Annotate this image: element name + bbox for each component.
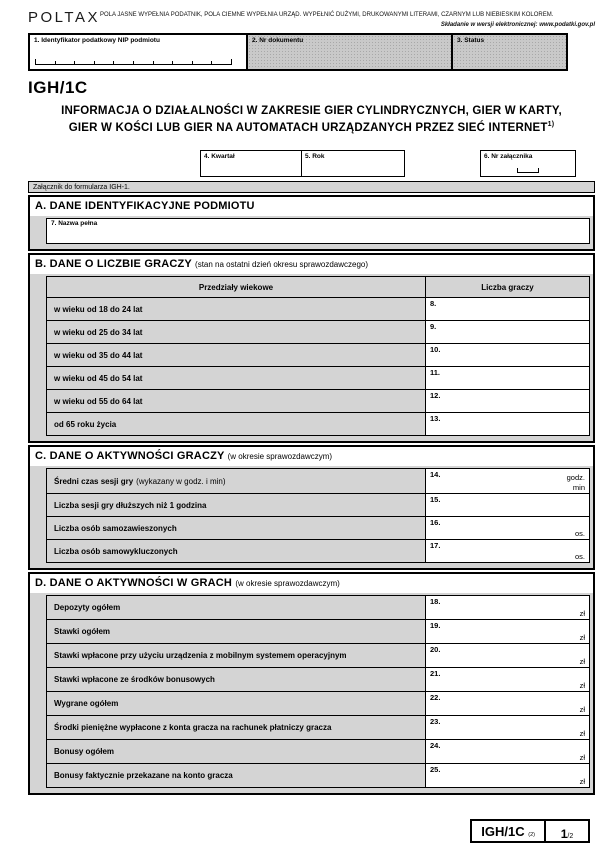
input-cell-11[interactable]: 11.	[425, 366, 590, 390]
input-cell-21[interactable]: 21. zł	[425, 667, 590, 692]
input-cell-10[interactable]: 10.	[425, 343, 590, 367]
footer-form-code: IGH/1C (2)	[481, 824, 535, 839]
instruction-text: POLA JASNE WYPEŁNIA PODATNIK, POLA CIEMNE WYPEŁNIA URZĄD. WYPEŁNIĆ DUŻYMI, DRUKOWANYMI LITERAMI, CZARNYM LUB NIEBIESKIM KOLOREM.	[100, 12, 554, 18]
full-name-field[interactable]	[46, 218, 590, 244]
section-b-subtitle: (stan na ostatni dzień okresu sprawozdawczego)	[195, 260, 369, 270]
table-row: Liczba osób samowykluczonych 17. os.	[46, 539, 590, 563]
footer-version-note: (2)	[528, 832, 535, 838]
form-symbol: IGH/1C	[28, 78, 88, 98]
table-row: Bonusy ogółem 24. zł	[46, 739, 590, 764]
input-cell-22[interactable]: 22. zł	[425, 691, 590, 716]
section-b-title: B. DANE O LICZBIE GRACZY (stan na ostatni dzień okresu sprawozdawczego)	[30, 255, 593, 274]
table-row: Stawki wpłacone przy użyciu urządzenia z mobilnym systemem operacyjnym 20. zł	[46, 643, 590, 668]
unit-label: zł	[579, 728, 585, 738]
input-cell-18[interactable]: 18. zł	[425, 595, 590, 620]
table-row: Stawki ogółem 19. zł	[46, 619, 590, 644]
table-header-row	[46, 276, 590, 298]
section-b-body	[30, 274, 593, 441]
table-row: w wieku od 25 do 34 lat 9.	[46, 320, 590, 344]
year-label: 5. Rok	[305, 153, 325, 161]
table-row: Stawki wpłacone ze środków bonusowych 21. zł	[46, 667, 590, 692]
poltax-logo: POLTAX	[28, 9, 100, 26]
form-title-line1: INFORMACJA O DZIAŁALNOŚCI W ZAKRESIE GIER CYLINDRYCZNYCH, GIER W KARTY,	[61, 105, 562, 118]
quarter-label: 4. Kwartał	[204, 153, 235, 161]
unit-label: zł	[579, 752, 585, 762]
full-name-label: 7. Nazwa pełna	[51, 220, 98, 228]
quarter-field[interactable]	[200, 150, 302, 177]
column-header-count: Liczba graczy	[425, 276, 590, 298]
nip-field[interactable]	[28, 33, 248, 71]
unit-label: os.	[574, 551, 585, 561]
table-row: w wieku od 18 do 24 lat 8.	[46, 297, 590, 321]
unit-label: godz. min	[566, 473, 585, 492]
table-row: w wieku od 55 do 64 lat 12.	[46, 389, 590, 413]
fill-instructions	[100, 8, 595, 30]
document-number-label: 2. Nr dokumentu	[252, 37, 304, 45]
section-c-subtitle: (w okresie sprawozdawczym)	[227, 452, 333, 462]
table-row: Środki pieniężne wypłacone z konta gracza na rachunek płatniczy gracza 23. zł	[46, 715, 590, 740]
input-cell-23[interactable]: 23. zł	[425, 715, 590, 740]
input-cell-14[interactable]: 14. godz. min	[425, 468, 590, 494]
input-cell-12[interactable]: 12.	[425, 389, 590, 413]
input-cell-9[interactable]: 9.	[425, 320, 590, 344]
input-cell-13[interactable]: 13.	[425, 412, 590, 436]
input-cell-15[interactable]: 15.	[425, 493, 590, 517]
section-b	[28, 253, 595, 443]
attachment-note-bar: Załącznik do formularza IGH-1.	[28, 181, 595, 193]
input-cell-25[interactable]: 25. zł	[425, 763, 590, 788]
unit-label: zł	[579, 680, 585, 690]
input-cell-17[interactable]: 17. os.	[425, 539, 590, 563]
efiling-note: Składanie w wersji elektronicznej: www.podatki.gov.pl	[440, 21, 595, 28]
attachment-number-label: 6. Nr załącznika	[484, 153, 533, 161]
unit-label: os.	[574, 528, 585, 538]
section-c-body	[30, 466, 593, 568]
document-number-field	[246, 33, 453, 71]
page-indicator: 1/2	[544, 821, 588, 841]
table-row: Liczba osób samozawieszonych 16. os.	[46, 516, 590, 540]
section-d-body	[30, 593, 593, 793]
section-d	[28, 572, 595, 795]
section-d-subtitle: (w okresie sprawozdawczym)	[235, 579, 340, 589]
unit-label: zł	[579, 704, 585, 714]
status-label: 3. Status	[457, 37, 485, 45]
input-cell-20[interactable]: 20. zł	[425, 643, 590, 668]
input-cell-24[interactable]: 24. zł	[425, 739, 590, 764]
attachment-comb-field[interactable]	[517, 168, 539, 173]
table-row: w wieku od 45 do 54 lat 11.	[46, 366, 590, 390]
page-footer-box	[470, 819, 590, 843]
nip-label: 1. Identyfikator podatkowy NIP podmiotu	[34, 37, 160, 45]
nip-comb-field[interactable]	[35, 60, 232, 65]
table-row: Wygrane ogółem 22. zł	[46, 691, 590, 716]
unit-label: zł	[579, 776, 585, 786]
table-row: Średni czas sesji gry (wykazany w godz. i min) 14. godz. min	[46, 468, 590, 494]
section-a-title: A. DANE IDENTYFIKACYJNE PODMIOTU	[30, 197, 593, 216]
table-row: w wieku od 35 do 44 lat 10.	[46, 343, 590, 367]
top-bar	[28, 8, 595, 30]
form-title	[28, 104, 595, 135]
period-fields-row	[28, 150, 595, 177]
section-d-title: D. DANE O AKTYWNOŚCI W GRACH (w okresie sprawozdawczym)	[30, 574, 593, 593]
table-row: Liczba sesji gry dłuższych niż 1 godzina 15.	[46, 493, 590, 517]
title-footnote: 1)	[547, 121, 555, 129]
attachment-number-field[interactable]	[480, 150, 576, 177]
year-field[interactable]	[301, 150, 405, 177]
top-fields-row	[28, 33, 570, 71]
unit-label: zł	[579, 632, 585, 642]
form-title-line2: GIER W KOŚCI LUB GIER NA AUTOMATACH URZĄDZANYCH PRZEZ SIEĆ INTERNET	[68, 122, 548, 135]
column-header-age: Przedziały wiekowe	[46, 276, 426, 298]
section-c	[28, 445, 595, 570]
status-field	[451, 33, 568, 71]
unit-label: zł	[579, 608, 585, 618]
table-row: Depozyty ogółem 18. zł	[46, 595, 590, 620]
section-a-body	[30, 216, 593, 249]
table-row: od 65 roku życia 13.	[46, 412, 590, 436]
unit-label: zł	[579, 656, 585, 666]
section-c-title: C. DANE O AKTYWNOŚCI GRACZY (w okresie sprawozdawczym)	[30, 447, 593, 466]
input-cell-19[interactable]: 19. zł	[425, 619, 590, 644]
table-row: Bonusy faktycznie przekazane na konto gracza 25. zł	[46, 763, 590, 788]
input-cell-8[interactable]: 8.	[425, 297, 590, 321]
section-a	[28, 195, 595, 251]
input-cell-16[interactable]: 16. os.	[425, 516, 590, 540]
